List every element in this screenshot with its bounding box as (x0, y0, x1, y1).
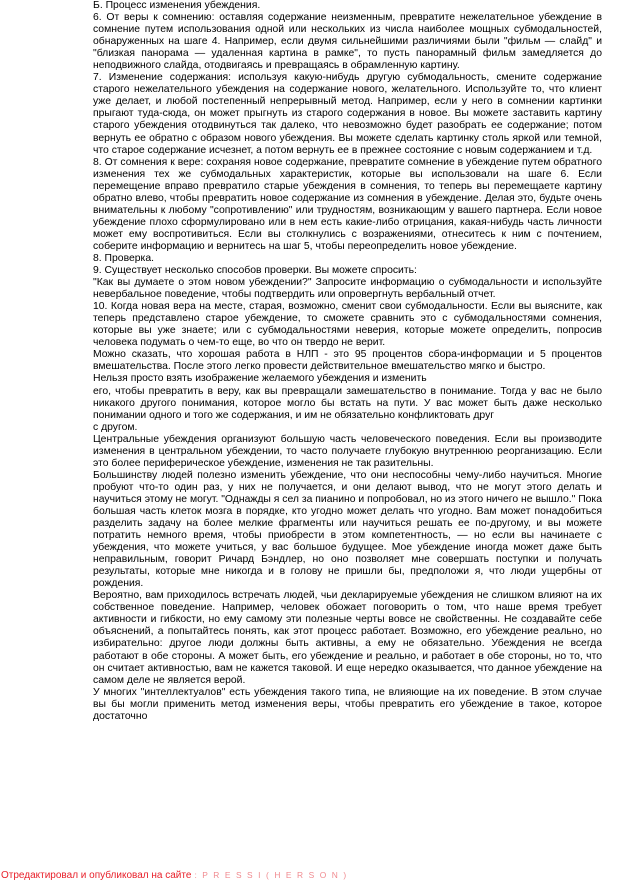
paragraph-step-8: 8. От сомнения к вере: сохраняя новое содержание, превратите сомнение в убеждение путем обратного изменения тех же субмодальных характеристик, которые вы использовали на шаге 6. Если перемещение вправо превратило старые убеждения в сомнения, то теперь вы перемещаете картину обратно влево, чтобы превратить новое содержание из сомнения в убеждение. Делая это, будьте очень внимательны к любому "сопротивлению" или трудностям, возникающим у вашего партнера. Если новое убеждение плохо сформулировано или в нем есть какие-либо отрицания, какая-нибудь часть личности может ему воспротивиться. Если вы столкнулись с возражениями, отнеситесь к ним с почтением, соберите информацию и вернитесь на шаг 5, чтобы переопределить новое убеждение. (93, 156, 602, 252)
paragraph-nlp-work: Можно сказать, что хорошая работа в НЛП - это 95 процентов сбора-информации и 5 процентов вмешательства. После этого легко провести действительное вмешательство мягко и быстро. (93, 349, 602, 373)
paragraph-with-each-other: с другом. (93, 421, 138, 433)
paragraph-step-10: 10. Когда новая вера на месте, старая, возможно, сменит свои субмодальности. Если вы выясните, как теперь представлено старое убеждение, то сможете сравнить это с субмодальностями сомнения, которые вы уже знаете; или с субмодальностями неверия, которые можете определить, попросив человека подумать о чем-то еще, во что он твердо не верит. (93, 301, 602, 349)
paragraph-declared-beliefs: Вероятно, вам приходилось встречать людей, чьи декларируемые убеждения не слишком влияют на их собственное поведение. Например, человек обожает поговорить о том, что наше время требует активности и гибкости, но ему самому эти полезные черты вовсе не свойственны. Не создавайте себе объяснений, а попытайтесь понять, как этот процесс работает. Возможно, его убеждение реально, но избирательно: другое люди должны быть активны, а ему не обязательно. Убеждения не всегда работают в обе стороны. А может быть, его убеждение и реально, и работает в обе стороны, но то, что он считает активностью, вам не кажется таковой. И еще нередко оказывается, что данное убеждение на самом деле не является верой. (93, 590, 602, 686)
footer-text: Отредактировал и опубликовал на сайте (1, 870, 192, 881)
section-heading: Б. Процесс изменения убеждения. (93, 0, 261, 11)
footer-credit (1, 869, 348, 882)
paragraph-question: "Как вы думаете о этом новом убеждении?" Запросите информацию о субмодальности и используйте невербальное поведение, чтобы подтвердить или опровергнуть вербальный отчет. (93, 277, 602, 301)
paragraph-step-9: 9. Существует несколько способов проверки. Вы можете спросить: (93, 265, 417, 277)
paragraph-step-7: 7. Изменение содержания: используя какую-нибудь другую субмодальность, смените содержание старого нежелательного убеждения на содержание нового, желательного. Используйте то, что клиент уже делает, и любой постепенный непрерывный метод. Например, если у него в сомнении картинки прыгают туда-сюда, он может прыгнуть из старого содержания в новое. Вы можете заставить картину старого убеждения отодвинуться так далеко, что невозможно будет разобрать ее содержание; потом вернуть ее обратно с образом нового убеждения. Вы можете сделать картинку столь яркой или темной, что старое содержание исчезнет, а потом вернуть ее в прежнее состояние с новым содержанием и т.д. (93, 72, 602, 156)
paragraph-central-beliefs: Центральные убеждения организуют большую часть человеческого поведения. Если вы производите изменения в центральном убеждении, то часто получаете глубокую внутреннюю реорганизацию. Если это более периферическое убеждение, изменения не так разительны. (93, 433, 602, 469)
footer-brand-logo: : P R E S S I ( H E R S O N ) (194, 870, 348, 880)
document-body (93, 0, 602, 723)
paragraph-convert-belief: его, чтобы превратить в веру, как вы превращали замешательство в понимание. Тогда у вас не было никакого другого понимания, которое могло бы встать на пути. У вас может быть даже несколько понимании одного и того же содержания, и им не обязательно конфликтовать друг (93, 385, 602, 421)
paragraph-step-6: 6. От веры к сомнению: оставляя содержание неизменным, превратите нежелательное убеждение в сомнение путем использования одной или нескольких из числа наиболее мощных субмодальностей, обнаруженных на шаге 4. Например, если двумя сильнейшими различиями были "фильм — слайд" и "близкая панорама — удаленная картина в рамке", то пусть панорамный фильм замедляется до неподвижного слайда, отодвигаясь и превращаясь в обрамленную картину. (93, 12, 602, 72)
paragraph-cannot-just: Нельзя просто взять изображение желаемого убеждения и изменить (93, 373, 427, 385)
paragraph-check-heading: 8. Проверка. (93, 252, 154, 264)
paragraph-intellectuals: У многих "интеллектуалов" есть убеждения такого типа, не влияющие на их поведение. В этом случае вы бы могли применить метод изменения веры, чтобы превратить его убеждение в такое, которое достаточно (93, 686, 602, 722)
paragraph-learning: Большинству людей полезно изменить убеждение, что они неспособны чему-либо научиться. Многие пробуют что-то один раз, у них не получается, и они делают вывод, что не могут этого делать и научиться этому не могут. "Однажды я сел за пианино и попробовал, но из этого ничего не вышло." Пока большая часть клеток мозга в порядке, кто угодно может делать что угодно. Вам может понадобиться разделить задачу на более мелкие фрагменты или научиться решать ее по-другому, и вы можете потратить немного время, чтобы приобрести в этом компетентность, — но если вы начинаете с убеждения, что можете учиться, у вас большое будущее. Мое убеждение иногда может даже быть неправильным, говорит Ричард Бэндлер, но оно позволяет мне совершать поступки и получать результаты, которые мне никогда и в голову не пришли бы, предположи я, что люди ущербны от рождения. (93, 469, 602, 590)
